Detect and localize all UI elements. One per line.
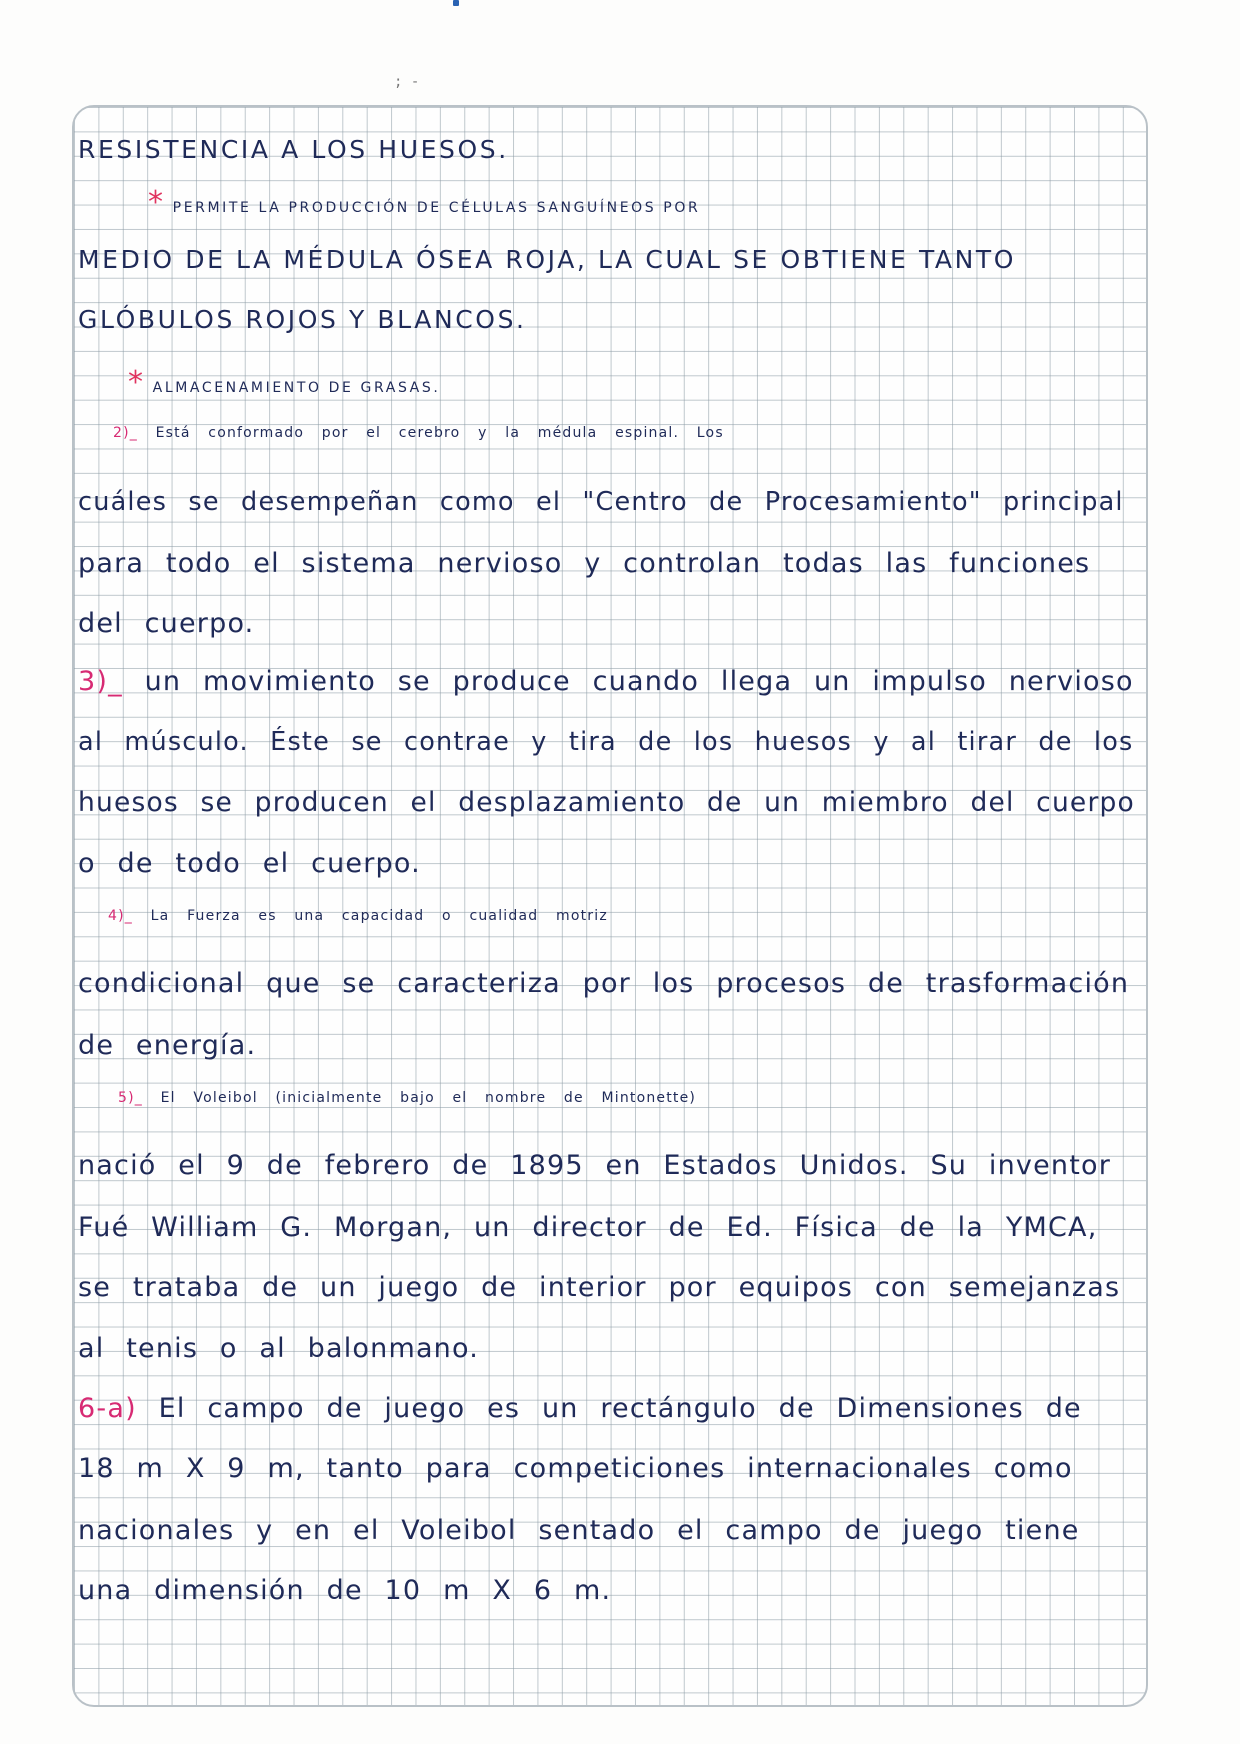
question-number: 6-a): [78, 1393, 137, 1424]
text-line: [78, 305, 1138, 334]
line-text: al tenis o al balonmano.: [78, 1333, 480, 1364]
text-line: [78, 548, 1138, 579]
line-text: 18 m X 9 m, tanto para competiciones internacionales como: [78, 1453, 1073, 1484]
text-line: [78, 425, 1173, 441]
text-line: [78, 787, 1138, 818]
text-line: [78, 968, 1138, 999]
line-text: MEDIO DE LA MÉDULA ÓSEA ROJA, LA CUAL SE OBTIENE TANTO: [78, 245, 1017, 274]
line-text: cuáles se desempeñan como el "Centro de Procesamiento" principal: [78, 487, 1124, 517]
line-text: nacionales y en el Voleibol sentado el campo de juego tiene: [78, 1515, 1080, 1546]
line-text: PERMITE LA PRODUCCIÓN DE CÉLULAS SANGUÍNEOS POR: [172, 200, 701, 216]
line-text: El campo de juego es un rectángulo de Dimensiones de: [158, 1393, 1082, 1424]
line-text: condicional que se caracteriza por los procesos de trasformación: [78, 968, 1130, 999]
text-line: [78, 1090, 1178, 1106]
question-number: 2)_: [113, 425, 138, 441]
line-text: GLÓBULOS ROJOS Y BLANCOS.: [78, 305, 527, 334]
text-line: [78, 185, 1208, 220]
line-text: del cuerpo.: [78, 608, 255, 639]
line-text: se trataba de un juego de interior por equipos con semejanzas: [78, 1272, 1121, 1303]
line-text: para todo el sistema nervioso y controlan todas las funciones: [78, 548, 1091, 579]
line-text: Fué William G. Morgan, un director de Ed. Física de la YMCA,: [78, 1212, 1098, 1243]
asterisk-bullet: *: [128, 365, 146, 400]
text-line: [78, 1453, 1138, 1484]
text-line: [78, 1030, 1138, 1061]
line-text: nació el 9 de febrero de 1895 en Estados Unidos. Su inventor: [78, 1150, 1111, 1181]
line-text: ALMACENAMIENTO DE GRASAS.: [152, 380, 441, 396]
line-text: RESISTENCIA A LOS HUESOS.: [78, 135, 509, 164]
text-line: [78, 908, 1168, 924]
text-line: [78, 848, 1138, 879]
text-line: [78, 135, 1138, 164]
question-number: 4)_: [108, 908, 133, 924]
line-text: La Fuerza es una capacidad o cualidad motriz: [150, 908, 608, 924]
line-text: Está conformado por el cerebro y la médula espinal. Los: [155, 425, 724, 441]
text-line: [78, 487, 1138, 517]
ink-mark: [453, 0, 459, 6]
text-line: [78, 245, 1138, 274]
line-text: o de todo el cuerpo.: [78, 848, 421, 879]
line-text: una dimensión de 10 m X 6 m.: [78, 1575, 612, 1606]
text-line: [78, 1575, 1138, 1606]
asterisk-bullet: *: [148, 185, 166, 220]
text-line: [78, 1515, 1138, 1546]
line-text: El Voleibol (inicialmente bajo el nombre de Mintonette): [160, 1090, 697, 1106]
line-text: de energía.: [78, 1030, 257, 1061]
text-line: [78, 666, 1138, 697]
text-line: [78, 1212, 1138, 1243]
question-number: 3)_: [78, 666, 123, 697]
text-line: [78, 1150, 1138, 1181]
line-text: huesos se producen el desplazamiento de un miembro del cuerpo: [78, 787, 1135, 818]
text-line: [78, 608, 1138, 639]
text-line: [78, 1393, 1138, 1424]
page-tick-mark: ; -: [394, 74, 420, 90]
line-text: un movimiento se produce cuando llega un impulso nervioso: [144, 666, 1134, 697]
text-line: [78, 1333, 1138, 1364]
line-text: al músculo. Éste se contrae y tira de los huesos y al tirar de los: [78, 727, 1134, 757]
text-line: [78, 365, 1188, 400]
text-line: [78, 1272, 1138, 1303]
text-line: [78, 727, 1138, 757]
question-number: 5)_: [118, 1090, 143, 1106]
